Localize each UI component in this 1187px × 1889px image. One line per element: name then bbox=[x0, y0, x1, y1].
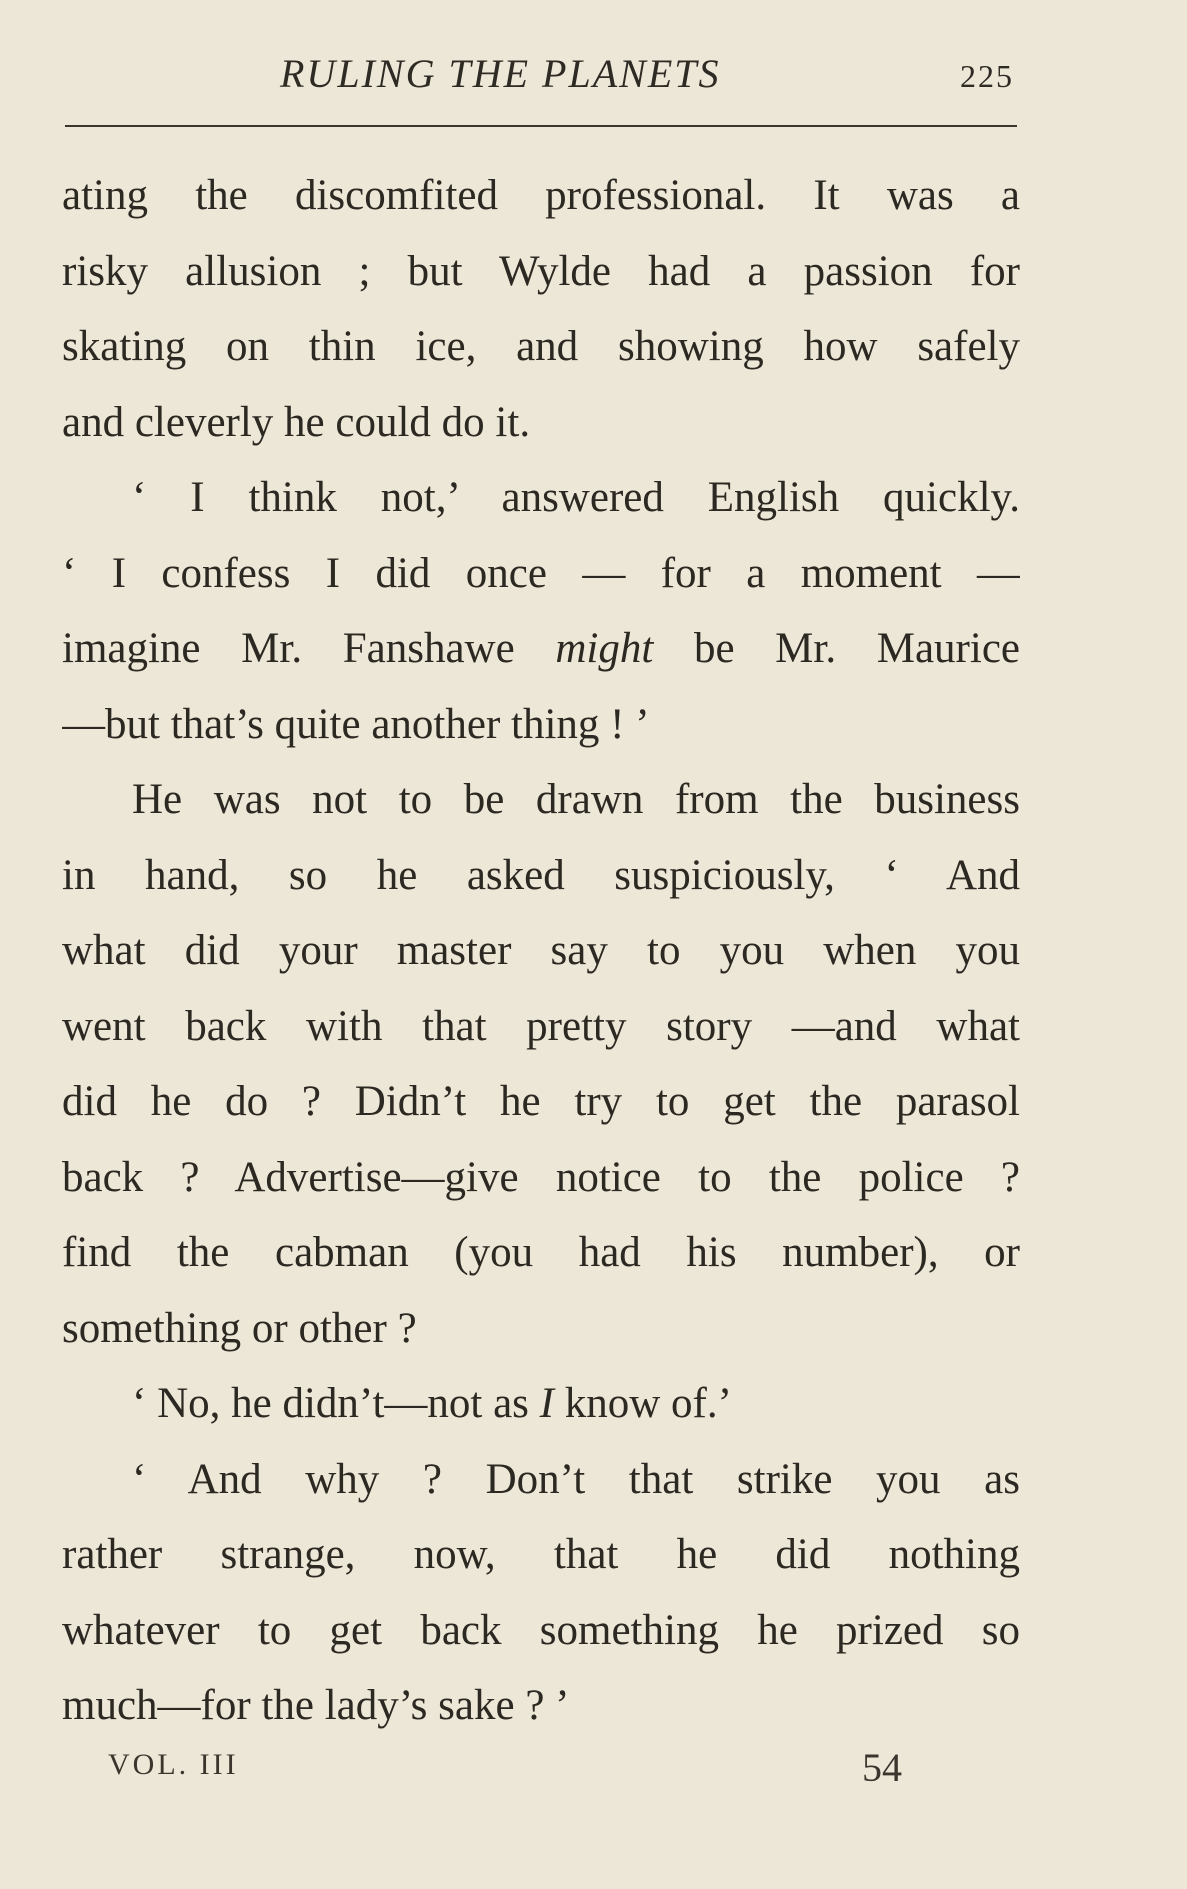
text-line: find the cabman (you had his number), or bbox=[62, 1229, 1020, 1276]
page-footer bbox=[0, 1745, 1187, 1808]
text-line: went back with that pretty story —and what bbox=[62, 1002, 1020, 1050]
text-line: back ? Advertise—give notice to the police ? bbox=[62, 1153, 1020, 1201]
body-text bbox=[62, 158, 1020, 1744]
text-line: skating on thin ice, and showing how safely bbox=[62, 323, 1020, 370]
running-head bbox=[0, 50, 1187, 110]
text-line: —but that’s quite another thing ! ’ bbox=[62, 700, 650, 748]
text-line: whatever to get back something he prized so bbox=[62, 1606, 1020, 1654]
text-line: risky allusion ; but Wylde had a passion for bbox=[62, 247, 1020, 295]
text-line: ‘ I think not,’ answered English quickly. bbox=[132, 474, 1020, 521]
text-line: much—for the lady’s sake ? ’ bbox=[62, 1682, 570, 1729]
text-line: ‘ No, he didn’t—not as I know of.’ bbox=[132, 1380, 732, 1427]
text-line: He was not to be drawn from the business bbox=[132, 776, 1020, 823]
text-line: what did your master say to you when you bbox=[62, 927, 1020, 974]
text-line: ating the discomfited professional. It was a bbox=[62, 172, 1020, 219]
text-line: ‘ I confess I did once — for a moment — bbox=[62, 549, 1020, 597]
text-line: ‘ And why ? Don’t that strike you as bbox=[132, 1455, 1020, 1503]
text-line: rather strange, now, that he did nothing bbox=[62, 1531, 1020, 1578]
text-line: and cleverly he could do it. bbox=[62, 398, 531, 446]
text-line: something or other ? bbox=[62, 1304, 417, 1352]
text-line: did he do ? Didn’t he try to get the parasol bbox=[62, 1078, 1020, 1125]
sheet-number: 54 bbox=[862, 1745, 902, 1790]
running-title: RULING THE PLANETS bbox=[280, 51, 721, 96]
volume-signature: VOL. III bbox=[108, 1748, 239, 1781]
text-line: in hand, so he asked suspiciously, ‘ And bbox=[62, 851, 1020, 899]
page-number: 225 bbox=[960, 58, 1014, 94]
text-line: imagine Mr. Fanshawe might be Mr. Maurice bbox=[62, 625, 1020, 672]
header-rule bbox=[65, 125, 1017, 127]
